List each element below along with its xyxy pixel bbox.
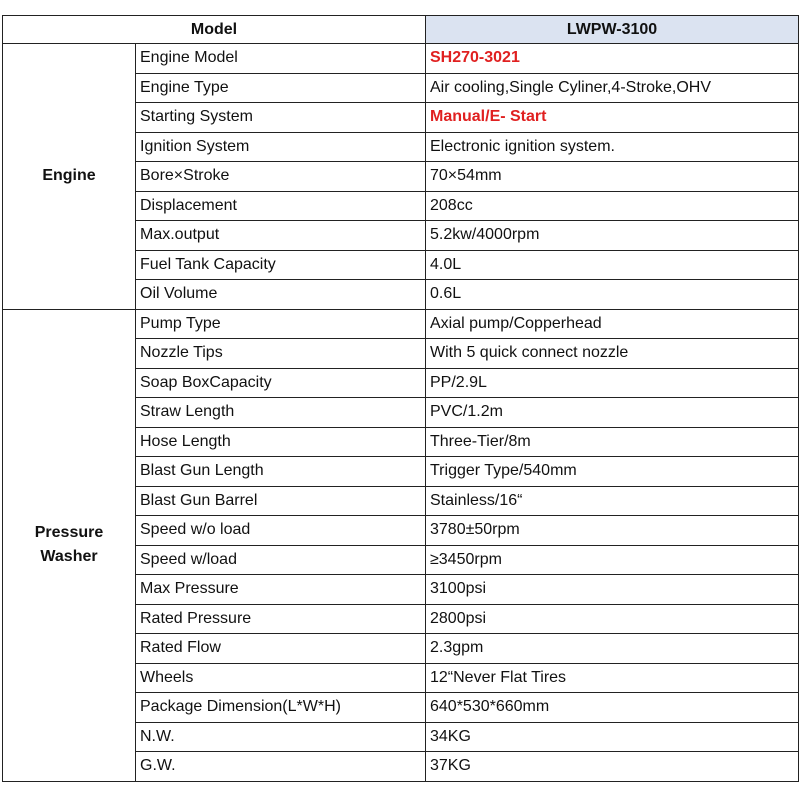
model-header-label: Model (3, 16, 426, 44)
spec-value: PP/2.9L (426, 368, 799, 398)
spec-value: Air cooling,Single Cyliner,4-Stroke,OHV (426, 73, 799, 103)
spec-label: Hose Length (136, 427, 426, 457)
spec-table (2, 15, 799, 782)
spec-value: Axial pump/Copperhead (426, 309, 799, 339)
spec-label: Displacement (136, 191, 426, 221)
spec-label: Rated Pressure (136, 604, 426, 634)
spec-label: Starting System (136, 103, 426, 133)
spec-label: N.W. (136, 722, 426, 752)
spec-label: Engine Type (136, 73, 426, 103)
spec-label: Package Dimension(L*W*H) (136, 693, 426, 723)
spec-value: 208cc (426, 191, 799, 221)
spec-label: Max.output (136, 221, 426, 251)
spec-label: Oil Volume (136, 280, 426, 310)
spec-label: Nozzle Tips (136, 339, 426, 369)
spec-label: Fuel Tank Capacity (136, 250, 426, 280)
group-label-line: Pressure (34, 524, 104, 541)
spec-label: Blast Gun Barrel (136, 486, 426, 516)
group-label-line: Washer (40, 548, 98, 565)
spec-value: Electronic ignition system. (426, 132, 799, 162)
spec-label: Wheels (136, 663, 426, 693)
spec-value: 2.3gpm (426, 634, 799, 664)
spec-label: Bore×Stroke (136, 162, 426, 192)
spec-label: Soap BoxCapacity (136, 368, 426, 398)
spec-value: 0.6L (426, 280, 799, 310)
model-header-value: LWPW-3100 (426, 16, 799, 44)
spec-label: Max Pressure (136, 575, 426, 605)
spec-value: Three-Tier/8m (426, 427, 799, 457)
header-row (3, 16, 799, 44)
spec-value: 4.0L (426, 250, 799, 280)
spec-value: 3780±50rpm (426, 516, 799, 546)
spec-label: Engine Model (136, 44, 426, 74)
spec-value: 12“Never Flat Tires (426, 663, 799, 693)
spec-value: 5.2kw/4000rpm (426, 221, 799, 251)
spec-value: SH270-3021 (426, 44, 799, 74)
spec-value: 70×54mm (426, 162, 799, 192)
spec-value: Manual/E- Start (426, 103, 799, 133)
spec-label: Straw Length (136, 398, 426, 428)
spec-value: 640*530*660mm (426, 693, 799, 723)
spec-label: Speed w/load (136, 545, 426, 575)
spec-value: Stainless/16“ (426, 486, 799, 516)
spec-value: With 5 quick connect nozzle (426, 339, 799, 369)
spec-value: 3100psi (426, 575, 799, 605)
spec-table-body (3, 16, 799, 782)
spec-label: Pump Type (136, 309, 426, 339)
spec-value: ≥3450rpm (426, 545, 799, 575)
spec-value: 34KG (426, 722, 799, 752)
spec-row (3, 44, 799, 74)
spec-value: Trigger Type/540mm (426, 457, 799, 487)
spec-value: 2800psi (426, 604, 799, 634)
spec-value: 37KG (426, 752, 799, 782)
spec-label: Speed w/o load (136, 516, 426, 546)
spec-label: G.W. (136, 752, 426, 782)
spec-label: Ignition System (136, 132, 426, 162)
group-label: Engine (3, 44, 136, 310)
group-label (3, 309, 136, 781)
spec-label: Rated Flow (136, 634, 426, 664)
spec-value: PVC/1.2m (426, 398, 799, 428)
spec-label: Blast Gun Length (136, 457, 426, 487)
spec-row (3, 309, 799, 339)
